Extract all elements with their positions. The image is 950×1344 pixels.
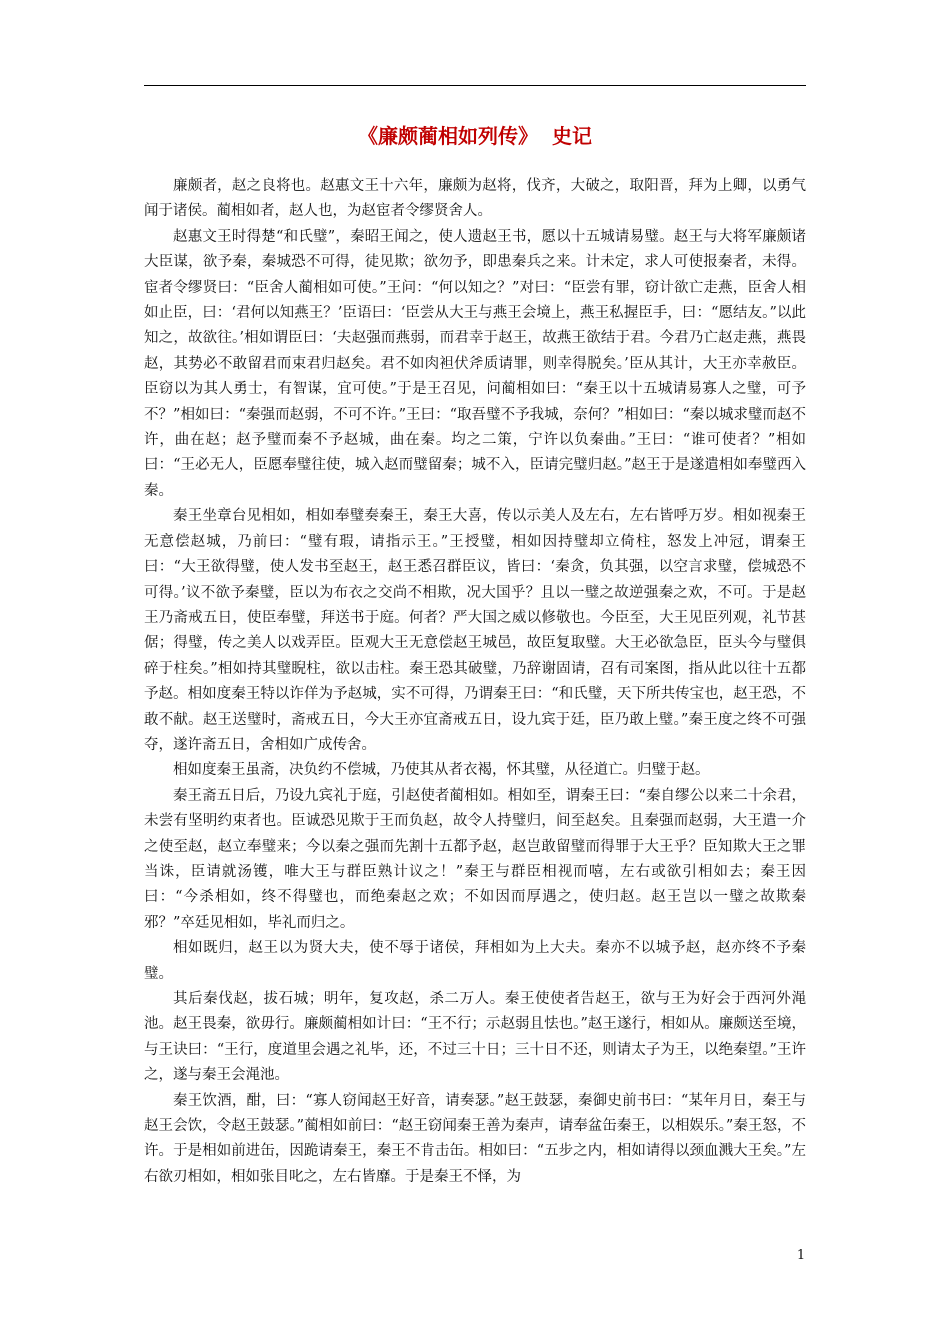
paragraph: 秦王斋五日后，乃设九宾礼于庭，引赵使者蔺相如。相如至，谓秦王曰：“秦自缪公以来二十余君，未尝有坚明约束者也。臣诚恐见欺于王而负赵，故令人持璧归，间至赵矣。且秦强而赵弱，大王遣一介之使至赵，赵立奉璧来；今以秦之强而先割十五都予赵，赵岂敢留璧而得罪于大王乎？臣知欺大王之罪当诛，臣请就汤镬，唯大王与群臣熟计议之！”秦王与群臣相视而嘻，左右或欲引相如去；秦王因曰：“今杀相如，终不得璧也，而绝秦赵之欢；不如因而厚遇之，使归赵。赵王岂以一璧之故欺秦邪？”卒廷见相如，毕礼而归之。 (144, 787, 806, 931)
document-body (144, 174, 806, 1190)
page-number: 1 (796, 1248, 806, 1263)
paragraph: 其后秦伐赵，拔石城；明年，复攻赵，杀二万人。秦王使使者告赵王，欲与王为好会于西河外渑池。赵王畏秦，欲毋行。廉颇蔺相如计曰：“王不行；示赵弱且怯也。”赵王遂行，相如从。廉颇送至境，与王诀曰：“王行，度道里会遇之礼毕，还，不过三十日；三十日不还，则请太子为王，以绝秦望。”王许之，遂与秦王会渑池。 (144, 991, 806, 1084)
paragraph: 相如度秦王虽斋，决负约不偿城，乃使其从者衣褐，怀其璧，从径道亡。归璧于赵。 (173, 762, 710, 779)
paragraph: 秦王坐章台见相如，相如奉璧奏秦王，秦王大喜，传以示美人及左右，左右皆呼万岁。相如视秦王无意偿赵城，乃前曰：“璧有瑕，请指示王。”王授璧，相如因持璧却立倚柱，怒发上冲冠，谓秦王曰：“大王欲得璧，使人发书至赵王，赵王悉召群臣议，皆曰：‘秦贪，负其强，以空言求璧，偿城恐不可得。’议不欲予秦璧，臣以为布衣之交尚不相欺，况大国乎？且以一璧之故逆强秦之欢，不可。于是赵王乃斋戒五日，使臣奉璧，拜送书于庭。何者？严大国之威以修敬也。今臣至，大王见臣列观，礼节甚倨；得璧，传之美人以戏弄臣。臣观大王无意偿赵王城邑，故臣复取璧。大王必欲急臣，臣头今与璧俱碎于柱矣。”相如持其璧睨柱，欲以击柱。秦王恐其破璧，乃辞谢固请，召有司案图，指从此以往十五都予赵。相如度秦王特以诈佯为予赵城，实不可得，乃谓秦王曰：“和氏璧，天下所共传宝也，赵王恐，不敢不献。赵王送璧时，斋戒五日，今大王亦宜斋戒五日，设九宾于廷，臣乃敢上璧。”秦王度之终不可强夺，遂许斋五日，舍相如广成传舍。 (144, 508, 806, 753)
paragraph: 廉颇者，赵之良将也。赵惠文王十六年，廉颇为赵将，伐齐，大破之，取阳晋，拜为上卿，以勇气闻于诸侯。蔺相如者，赵人也，为赵宦者令缪贤舍人。 (144, 178, 806, 220)
title-text: 《廉颇蔺相如列传》 (358, 124, 538, 148)
paragraph: 相如既归，赵王以为贤大夫，使不辱于诸侯，拜相如为上大夫。秦亦不以城予赵，赵亦终不予秦璧。 (144, 940, 806, 982)
paragraph: 秦王饮酒，酣，曰：“寡人窃闻赵王好音，请奏瑟。”赵王鼓瑟，秦御史前书曰：“某年月日，秦王与赵王会饮，令赵王鼓瑟。”蔺相如前曰：“赵王窃闻秦王善为秦声，请奉盆缶秦王，以相娱乐。”秦王怒，不许。于是相如前进缶，因跪请秦王，秦王不肯击缶。相如曰：“五步之内，相如请得以颈血溅大王矣。”左右欲刃相如，相如张目叱之，左右皆靡。于是秦王不怿，为 (144, 1092, 806, 1185)
header-rule (144, 85, 806, 86)
title-source: 史记 (552, 124, 592, 148)
paragraph: 赵惠文王时得楚“和氏璧”，秦昭王闻之，使人遗赵王书，愿以十五城请易璧。赵王与大将军廉颇诸大臣谋，欲予秦，秦城恐不可得，徒见欺；欲勿予，即患秦兵之来。计未定，求人可使报秦者，未得。宦者令缪贤曰：“臣舍人蔺相如可使。”王问：“何以知之？”对曰：“臣尝有罪，窃计欲亡走燕，臣舍人相如止臣，曰：‘君何以知燕王？’臣语曰：‘臣尝从大王与燕王会境上，燕王私握臣手，曰：“愿结友。”以此知之，故欲往。’相如谓臣曰：‘夫赵强而燕弱，而君幸于赵王，故燕王欲结于君。今君乃亡赵走燕，燕畏赵，其势必不敢留君而束君归赵矣。君不如肉袒伏斧质请罪，则幸得脱矣。’臣从其计，大王亦幸赦臣。臣窃以为其人勇士，有智谋，宜可使。”于是王召见，问蔺相如曰：“秦王以十五城请易寡人之璧，可予不？”相如曰：“秦强而赵弱，不可不许。”王曰：“取吾璧不予我城，奈何？”相如曰：“秦以城求璧而赵不许，曲在赵；赵予璧而秦不予赵城，曲在秦。均之二策，宁许以负秦曲。”王曰：“谁可使者？”相如曰：“王必无人，臣愿奉璧往使，城入赵而璧留秦；城不入，臣请完璧归赵。”赵王于是遂遣相如奉璧西入秦。 (144, 228, 806, 499)
document-title (144, 122, 806, 150)
